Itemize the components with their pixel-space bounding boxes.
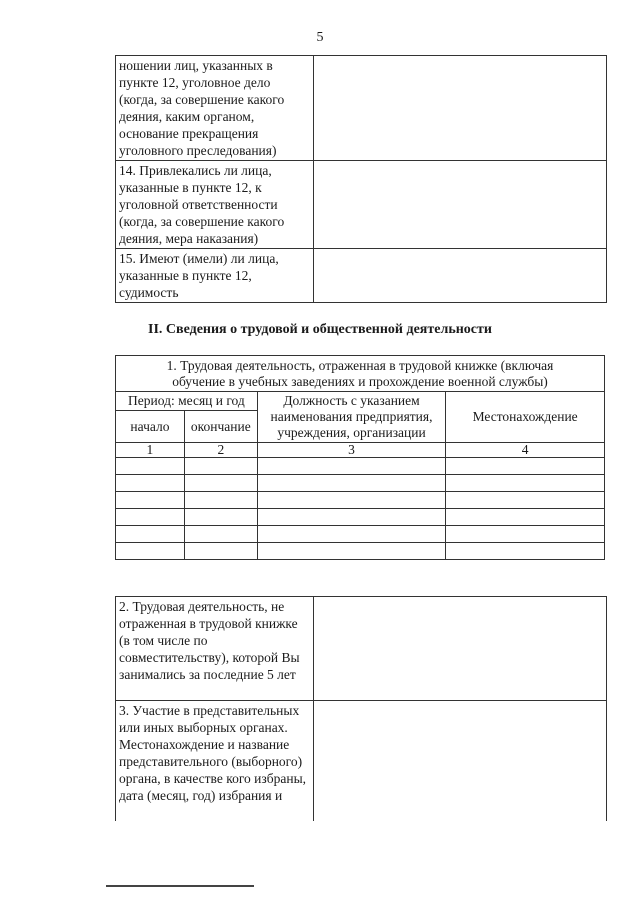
answer-cell[interactable] [313,597,606,701]
table-row [116,56,607,161]
table-row [116,543,605,560]
empty-cell[interactable] [257,475,445,492]
empty-cell[interactable] [446,543,605,560]
empty-cell[interactable] [116,475,185,492]
empty-cell[interactable] [184,543,257,560]
row-label: 14. Привлекались ли лица, указанные в пункте 12, к уголовной ответственности (когда, за совершение какого деяния, мера наказания) [116,161,314,249]
answer-cell[interactable] [313,249,606,303]
empty-cell[interactable] [446,475,605,492]
answer-cell[interactable] [313,56,606,161]
location-header: Местонахождение [446,392,605,443]
footer-mark [106,885,254,887]
answer-cell[interactable] [313,701,606,821]
empty-cell[interactable] [184,475,257,492]
questionnaire-table-part2 [115,596,607,821]
table-row [116,701,607,821]
section-title: II. Сведения о трудовой и общественной деятельности [148,322,492,337]
period-header: Период: месяц и год [116,392,258,411]
column-number: 4 [446,443,605,458]
table-header-row [116,392,605,411]
empty-cell[interactable] [184,509,257,526]
employment-table [115,355,605,560]
empty-cell[interactable] [257,458,445,475]
table-row [116,597,607,701]
row-label: ношении лиц, указанных в пункте 12, уголовное дело (когда, за совершение какого деяния, каким органом, основание прекращения уголовного преследования) [116,56,314,161]
empty-cell[interactable] [116,526,185,543]
empty-cell[interactable] [184,458,257,475]
row-label: 15. Имеют (имели) ли лица, указанные в пункте 12, судимость [116,249,314,303]
row-label: 3. Участие в представительных или иных выборных органах. Местонахождение и название представительного (выборного) органа, в качестве кого избраны, дата (месяц, год) избрания и [116,701,314,821]
empty-cell[interactable] [184,492,257,509]
column-number: 2 [184,443,257,458]
empty-cell[interactable] [446,458,605,475]
page-number: 5 [316,30,324,45]
empty-cell[interactable] [116,458,185,475]
table-row [116,475,605,492]
empty-cell[interactable] [116,509,185,526]
empty-cell[interactable] [257,509,445,526]
start-header: начало [116,411,185,443]
row-label: 2. Трудовая деятельность, не отраженная в трудовой книжке (в том числе по совместительству), которой Вы занимались за последние 5 лет [116,597,314,701]
answer-cell[interactable] [313,161,606,249]
empty-cell[interactable] [446,509,605,526]
position-header: Должность с указанием наименования предприятия, учреждения, организации [257,392,445,443]
empty-cell[interactable] [116,492,185,509]
table-caption-row [116,356,605,392]
empty-cell[interactable] [257,543,445,560]
empty-cell[interactable] [257,492,445,509]
column-number: 1 [116,443,185,458]
table-row [116,458,605,475]
empty-cell[interactable] [184,526,257,543]
empty-cell[interactable] [446,526,605,543]
empty-cell[interactable] [116,543,185,560]
table-row [116,249,607,303]
empty-cell[interactable] [257,526,445,543]
column-number: 3 [257,443,445,458]
end-header: окончание [184,411,257,443]
table-row [116,509,605,526]
empty-cell[interactable] [446,492,605,509]
column-number-row [116,443,605,458]
table-caption: 1. Трудовая деятельность, отраженная в трудовой книжке (включая обучение в учебных заведениях и прохождение военной службы) [116,356,605,392]
table-row [116,526,605,543]
table-row [116,492,605,509]
table-row [116,161,607,249]
questionnaire-table-part1 [115,55,607,303]
